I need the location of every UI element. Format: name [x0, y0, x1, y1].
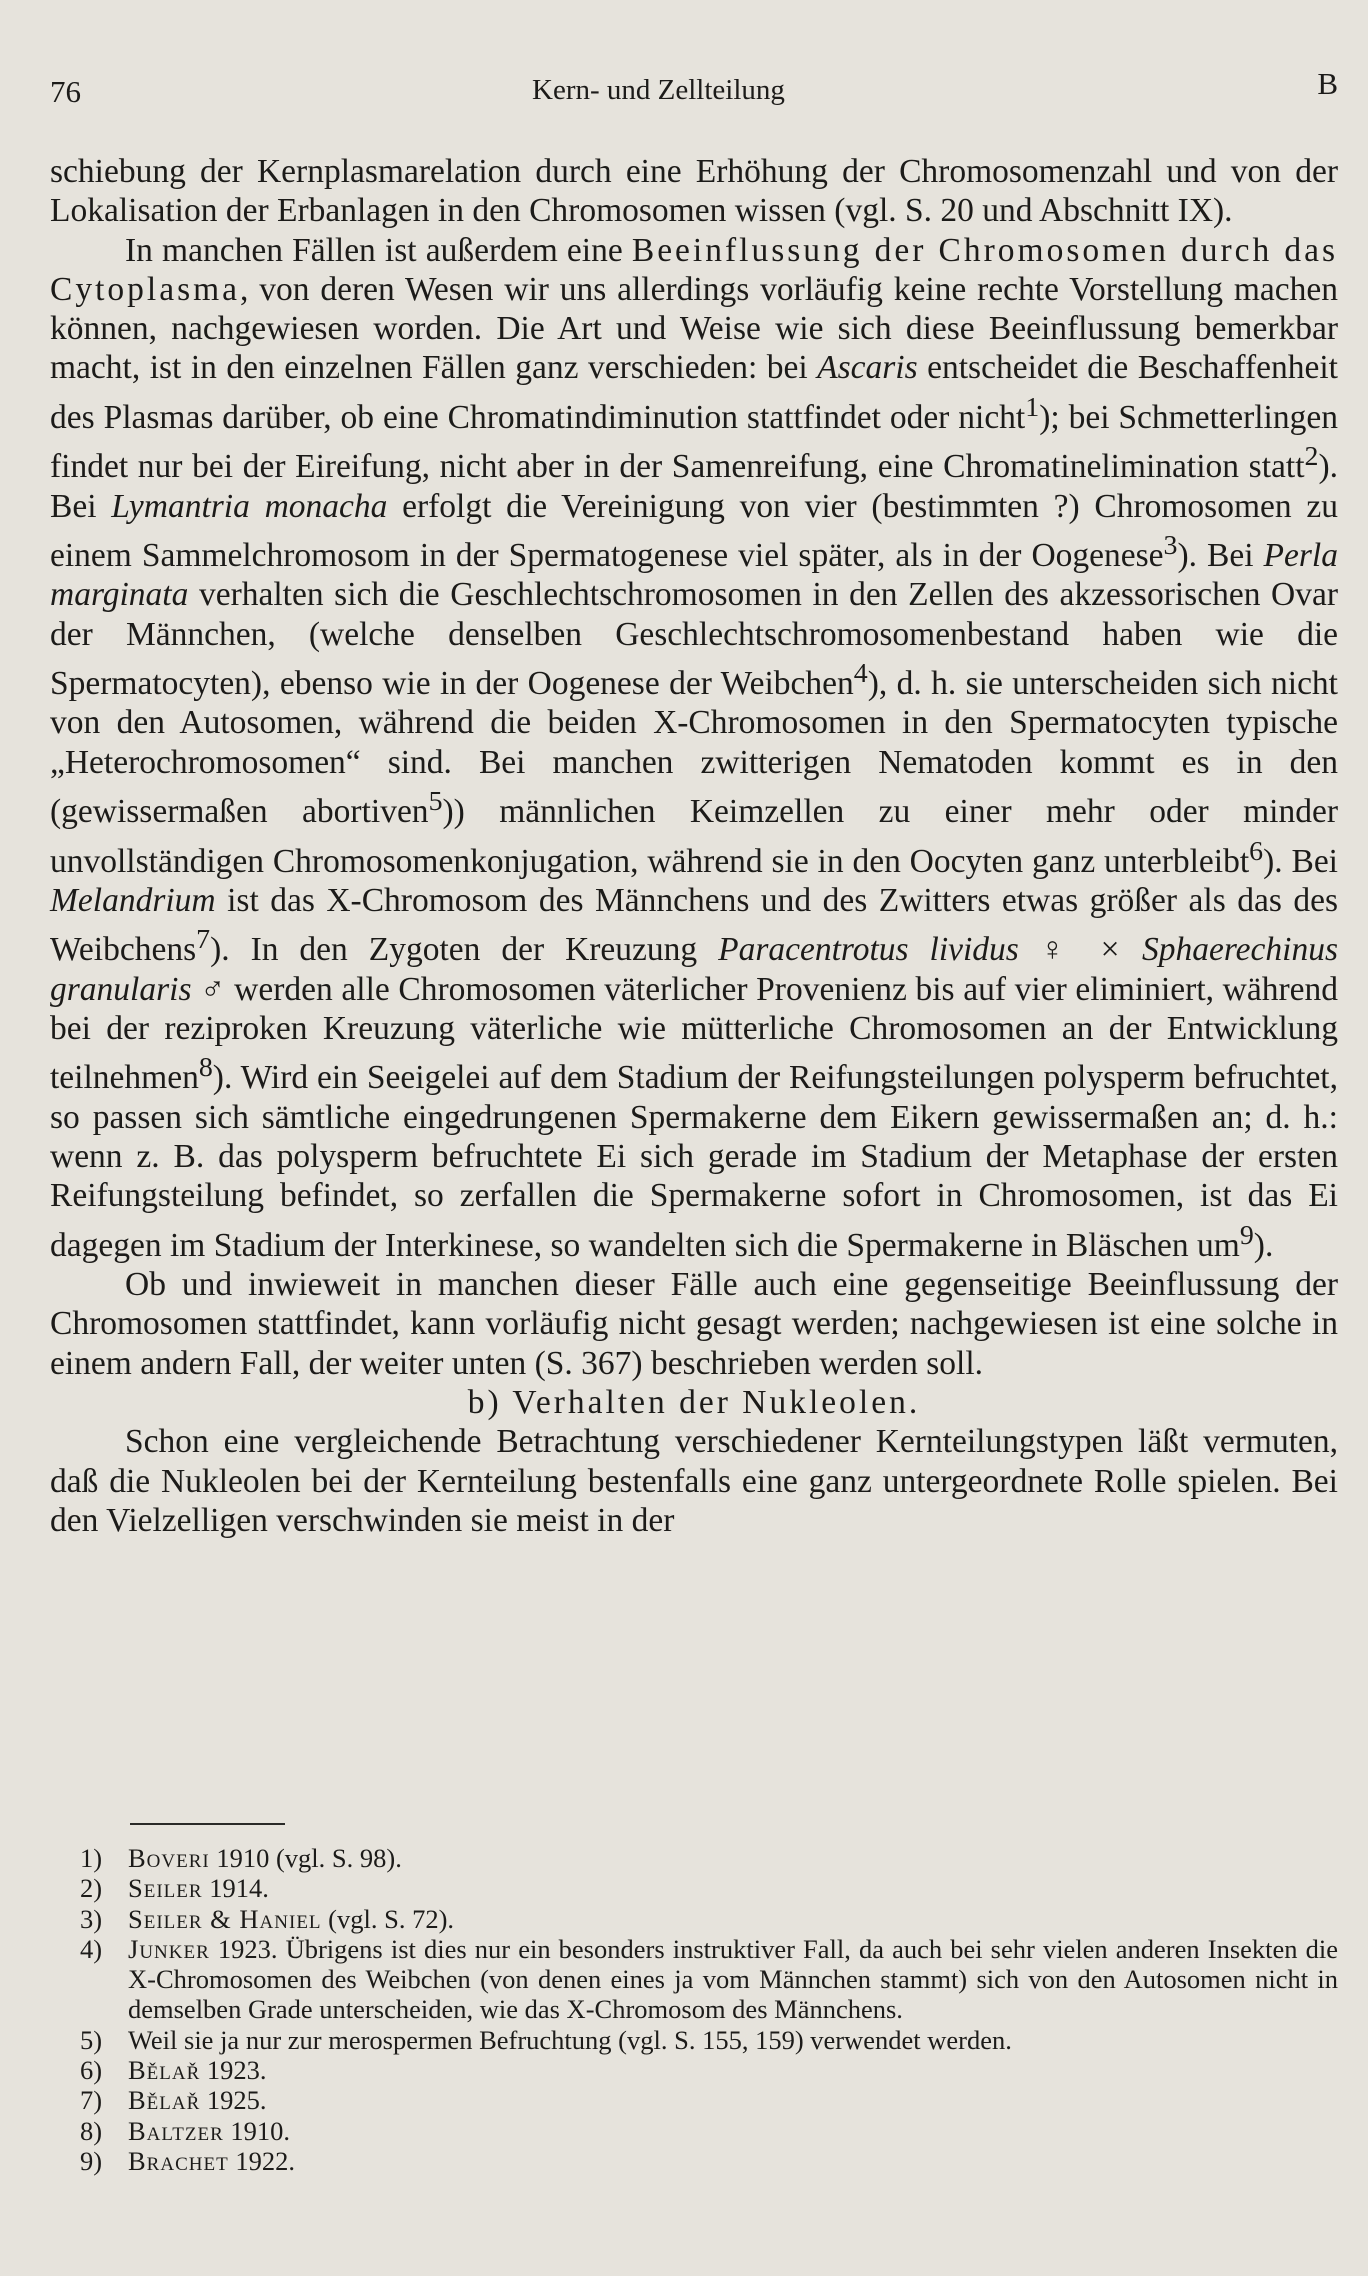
page-number: 76: [50, 74, 81, 109]
text-run: erfolgt die Vereinigung von vier (bestimmten ?) Chromosomen zu einem Sammelchromosom in der Spermatogenese viel später, als in der Oogenese: [50, 487, 1338, 575]
text-run: ). In den Zygoten der Kreuzung: [210, 931, 719, 969]
footnote-number: 2): [80, 1873, 103, 1904]
text-run: ).: [1253, 1226, 1274, 1264]
footnote-author: Seiler: [128, 1873, 203, 1904]
footnote-text: (vgl. S. 72).: [321, 1903, 455, 1934]
footnote-text: 1922.: [228, 2145, 295, 2176]
paragraph-3: Ob und inwieweit in manchen dieser Fälle auch eine gegenseitige Beeinflussung der Chromosomen stattfindet, kann vorläufig nicht gesagt werden; nachgewiesen ist eine solche in einem andern Fall, der weiter unten (S. 367) beschrieben werden soll.: [50, 1266, 1338, 1382]
footnote-number: 4): [80, 1933, 103, 1964]
footnote-author: Bělař: [128, 2085, 201, 2116]
text-run: ). Bei: [1177, 537, 1264, 575]
footnote-text: 1923. Übrigens ist dies nur ein besonders instruktiver Fall, da auch bei sehr vielen anderen Insekten die X-Chromosomen des Weibchen (von denen eines ja vom Männchen stammt) sich von den Autosomen nicht in demselben Grade unterscheiden, wie das X-Chromosom des Männchens.: [128, 1933, 1338, 2025]
footnote-ref[interactable]: 3: [1163, 529, 1178, 561]
footnote-author: Baltzer: [128, 2115, 224, 2146]
text-run: verhalten sich die Geschlechtschromosomen in den Zellen des akzessorischen Ovar der Männchen, (welche denselben Geschlechtschromosomenbestand haben wie die Spermatocyten), ebenso wie in der Oogenese der Weibchen: [50, 576, 1338, 703]
footnote: [50, 2085, 1338, 2115]
footnote-author: Junker: [128, 1933, 210, 1964]
text-run: ); bei Schmetterlingen findet nur bei der Eireifung, nicht aber in der Samenreifung, eine Chromatinelimination statt: [50, 398, 1338, 486]
species-name: Ascaris: [817, 349, 918, 387]
footnote: [50, 1843, 1338, 1873]
footnote-text: 1910 (vgl. S. 98).: [209, 1843, 402, 1873]
footnote-number: 5): [80, 2024, 103, 2055]
species-name: Melandrium: [50, 881, 216, 919]
footnote-ref[interactable]: 1: [1025, 391, 1040, 423]
footnote: [50, 2055, 1338, 2085]
species-name: Perla marginata: [50, 537, 1338, 614]
paragraph-4: Schon eine vergleichende Betrachtung verschiedener Kernteilungstypen läßt vermuten, daß die Nukleolen bei der Kernteilung bestenfalls eine ganz untergeordnete Rolle spielen. Bei den Vielzelligen verschwinden sie meist in der: [50, 1423, 1338, 1539]
text-run: In manchen Fällen ist außerdem eine: [125, 231, 632, 269]
text-run: entscheidet die Beschaffenheit des Plasmas darüber, ob eine Chromatindiminution stattfindet oder nicht: [50, 349, 1338, 436]
footnote-author: Seiler & Haniel: [128, 1903, 322, 1934]
footnote-ref[interactable]: 8: [198, 1052, 213, 1084]
paragraph-1: schiebung der Kernplasmarelation durch eine Erhöhung der Chromosomenzahl und von der Lokalisation der Erbanlagen in den Chromosomen wissen (vgl. S. 20 und Abschnitt IX).: [50, 153, 1338, 230]
footnote-ref[interactable]: 6: [1249, 835, 1264, 867]
footnote: [50, 2146, 1338, 2176]
text-run: ). Wird ein Seeigelei auf dem Stadium der Reifungsteilungen polysperm befruchtet, so passen sich sämtliche eingedrungenen Spermakerne dem Eikern gewissermaßen an; d. h.: wenn z. B. das polysperm befruchtete Ei sich gerade im Stadium der Metaphase der ersten Reifungsteilung befindet, so zerfallen die Spermakerne sofort in Chromosomen, ist das Ei dagegen im Stadium der Interkinese, so wandelten sich die Spermakerne in Bläschen um: [50, 1059, 1338, 1264]
footnote: [50, 2116, 1338, 2146]
text-run: ist das X-Chromosom des Männchens und des Zwitters etwas größer als das des Weibchens: [50, 881, 1338, 969]
text-run: ). Bei: [1263, 842, 1338, 880]
footnote: [50, 2025, 1338, 2055]
footnote-text: 1910.: [223, 2115, 290, 2146]
footnotes: [50, 1843, 1338, 2176]
spaced-emphasis: Beeinflussung der Chromosomen durch das Cytoplasma: [50, 231, 1339, 308]
footnote-ref[interactable]: 5: [428, 786, 443, 818]
species-name: Lymantria monacha: [111, 487, 388, 525]
footnote-number: 7): [80, 2085, 103, 2116]
footnote-ref[interactable]: 9: [1239, 1219, 1254, 1251]
footnote-text: 1925.: [200, 2085, 267, 2116]
footnote: [50, 1873, 1338, 1903]
footnote-number: 1): [80, 1843, 103, 1873]
footnote-number: 9): [80, 2145, 103, 2176]
footnote-ref[interactable]: 2: [1304, 441, 1319, 473]
page-header: [50, 66, 1338, 116]
footnote-divider: [130, 1823, 285, 1825]
text-run: )) männlichen Keimzellen zu einer mehr oder minder unvollständigen Chromosomenkonjugation, während sie in den Oocyten ganz unterbleibt: [50, 793, 1338, 880]
footnote-number: 6): [80, 2055, 103, 2086]
footnote-author: Bělař: [128, 2055, 201, 2086]
footnote-ref[interactable]: 7: [196, 924, 211, 956]
footnote-author: Brachet: [128, 2145, 229, 2176]
running-title: Kern- und Zellteilung: [532, 74, 785, 106]
footnote-number: 8): [80, 2115, 103, 2146]
paragraph-2: [50, 231, 1338, 1266]
main-text: [50, 152, 1338, 1540]
footnote-text: 1923.: [200, 2055, 267, 2086]
text-run: werden alle Chromosomen väterlicher Provenienz bis auf vier eliminiert, während bei der reziproken Kreuzung väterliche wie mütterliche Chromosomen an der Entwicklung teilnehmen: [50, 970, 1338, 1097]
text-run: ). Bei: [50, 448, 1338, 525]
footnote-author: Boveri: [128, 1843, 210, 1873]
section-heading: b) Verhalten der Nukleolen.: [467, 1384, 921, 1422]
text-run: , von deren Wesen wir uns allerdings vorläufig keine rechte Vorstellung machen können, nachgewiesen worden. Die Art und Weise wie sich diese Beeinflussung bemerkbar macht, ist in den einzelnen Fällen ganz verschieden: bei: [50, 270, 1338, 387]
footnote-text: Weil sie ja nur zur merospermen Befruchtung (vgl. S. 155, 159) verwendet werden.: [128, 2024, 1012, 2055]
species-name: Paracentrotus lividus ♀ × Sphaerechinus granularis ♂: [50, 931, 1338, 1008]
footnote: [50, 1904, 1338, 1934]
section-letter: B: [1317, 66, 1338, 101]
footnote-number: 3): [80, 1903, 103, 1934]
footnote-text: 1914.: [202, 1873, 269, 1904]
text-run: ), d. h. sie unterscheiden sich nicht von den Autosomen, während die beiden X-Chromosomen in den Spermatocyten typische „Heterochromosomen“ sind. Bei manchen zwitterigen Nematoden kommt es in den (gewissermaßen abortiven: [50, 665, 1338, 831]
footnote: [50, 1934, 1338, 2025]
footnote-ref[interactable]: 4: [853, 658, 868, 690]
